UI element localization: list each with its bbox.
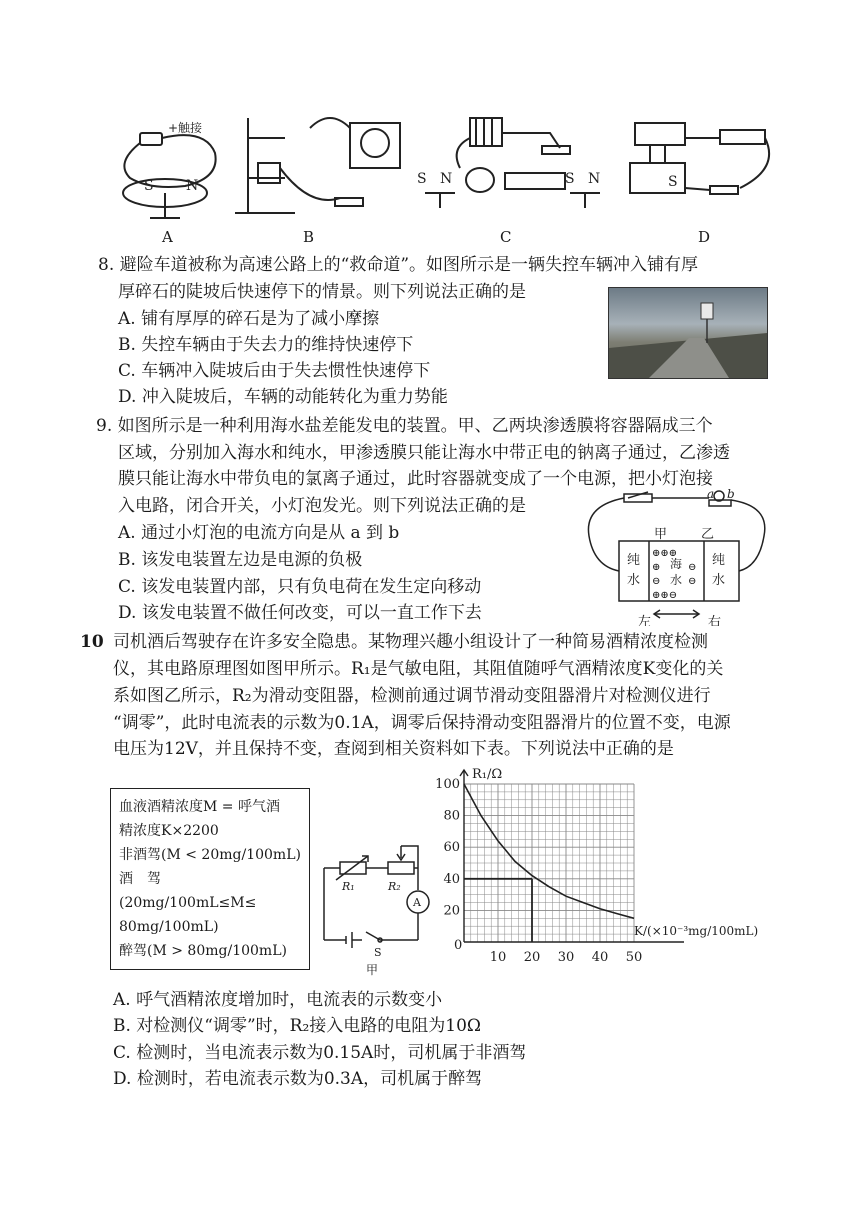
q9-stem-line3: 膜只能让海水中带负电的氯离子通过，此时容器就变成了一个电源，把小灯泡接 — [118, 469, 713, 489]
svg-text:S: S — [668, 174, 678, 190]
q10-option-d: D. 检测时，若电流表示数为0.3A，司机属于醉驾 — [113, 1069, 483, 1089]
svg-text:S: S — [565, 171, 575, 187]
chart-x-tick-label: 40 — [591, 950, 609, 965]
chart-x-tick-label: 30 — [557, 950, 575, 965]
q8-option-c: C. 车辆冲入陡坡后由于失去惯性快速停下 — [118, 361, 431, 381]
q10-reference-table — [110, 788, 310, 970]
svg-text:⊕⊕⊖: ⊕⊕⊖ — [652, 590, 678, 601]
q8-photo-drawing — [609, 288, 767, 378]
q9-yi-label: 乙 — [701, 527, 715, 542]
q9-sea-2: 水 — [670, 573, 683, 587]
q8-option-d: D. 冲入陡坡后，车辆的动能转化为重力势能 — [118, 387, 448, 407]
figure-d-drawing — [630, 123, 769, 194]
chart-y-tick-label: 100 — [435, 777, 460, 792]
q10-graph — [418, 762, 788, 972]
q10-table-line3: 非酒驾(M < 20mg/100mL) — [119, 847, 301, 863]
q10-table-line2: 精浓度K×2200 — [119, 823, 219, 839]
figure-row-top — [110, 108, 790, 248]
q10-table-line6: 醉驾(M > 80mg/100mL) — [119, 943, 287, 959]
q10-option-b: B. 对检测仪“调零”时，R₂接入电路的电阻为10Ω — [113, 1016, 482, 1036]
q9-stem-line1: 9. 如图所示是一种利用海水盐差能发电的装置。甲、乙两块渗透膜将容器隔成三个 — [96, 416, 713, 436]
a-touch-label: +触接 — [168, 121, 203, 135]
chart-grid — [464, 784, 634, 942]
q10-stem-line4: “调零”，此时电流表的示数为0.1A，调零后保持滑动变阻器滑片的位置不变，电源 — [113, 713, 731, 733]
figure-c-label: C — [500, 228, 512, 246]
chart-axes — [460, 770, 684, 942]
svg-text:S: S — [144, 178, 154, 194]
figure-a-drawing — [123, 120, 216, 218]
q9-option-a: A. 通过小灯泡的电流方向是从 a 到 b — [118, 523, 400, 543]
q9-right-water-1: 纯 — [712, 553, 726, 568]
q9-right-water-2: 水 — [712, 573, 726, 588]
q10-number: 10 — [80, 632, 104, 652]
circuit-r2-label: R₂ — [388, 880, 401, 893]
q10-stem-line5: 电压为12V，并且保持不变，查阅到相关资料如下表。下列说法中正确的是 — [113, 739, 674, 759]
q9-b-label: b — [727, 487, 735, 501]
q10-table-line1: 血液酒精浓度M = 呼气酒 — [119, 799, 280, 815]
q9-sea-1: 海 — [670, 557, 683, 571]
svg-text:⊖: ⊖ — [688, 576, 697, 587]
svg-text:⊖: ⊖ — [652, 576, 661, 587]
q9-option-b: B. 该发电装置左边是电源的负极 — [118, 550, 363, 570]
q9-figure-drawing — [584, 486, 770, 626]
q9-stem-line2: 区域，分别加入海水和纯水，甲渗透膜只能让海水中带正电的钠离子通过，乙渗透 — [118, 443, 730, 463]
chart-y-tick-label: 40 — [443, 871, 460, 887]
q10-table-line4: 酒 驾 (20mg/100mL≤M≤ — [119, 871, 257, 911]
figure-b-drawing — [235, 118, 400, 213]
svg-text:⊖: ⊖ — [688, 562, 697, 573]
chart-origin-label: 0 — [454, 938, 463, 953]
q8-option-b: B. 失控车辆由于失去力的维持快速停下 — [118, 335, 414, 355]
q9-a-label: a — [707, 487, 715, 501]
q10-table-line5: 80mg/100mL) — [119, 919, 219, 935]
chart-series-curve — [464, 784, 634, 918]
chart-x-tick-label: 50 — [625, 950, 643, 965]
figure-d-label: D — [698, 228, 711, 246]
chart-x-tick-label: 10 — [489, 950, 507, 965]
chart-x-tick-label: 20 — [523, 950, 541, 965]
svg-text:S: S — [417, 171, 427, 187]
chart-x-axis-label: K/(×10⁻³mg/100mL) — [634, 924, 759, 938]
circuit-ammeter-label: A — [413, 896, 421, 909]
figure-row-drawings — [110, 108, 790, 248]
q10-stem-line2: 仪，其电路原理图如图甲所示。R₁是气敏电阻，其阻值随呼气酒精浓度K变化的关 — [113, 659, 724, 679]
q9-left-label: 左 — [638, 615, 652, 626]
svg-text:N: N — [440, 171, 453, 187]
svg-text:N: N — [186, 178, 199, 194]
chart-y-axis-label: R₁/Ω — [472, 767, 503, 782]
svg-text:⊕: ⊕ — [652, 562, 661, 573]
chart-y-tick-label: 80 — [443, 808, 460, 824]
q9-stem-line4: 入电路，闭合开关，小灯泡发光。则下列说法正确的是 — [118, 496, 526, 516]
q8-option-a: A. 铺有厚厚的碎石是为了减小摩擦 — [118, 309, 380, 329]
q10-option-a: A. 呼气酒精浓度增加时，电流表的示数变小 — [113, 990, 443, 1010]
q8-photo-escape-ramp — [608, 287, 768, 379]
q9-left-water-1: 纯 — [627, 553, 641, 568]
circuit-caption: 甲 — [366, 963, 379, 977]
q9-jia-label: 甲 — [654, 527, 668, 542]
q10-option-c: C. 检测时，当电流表示数为0.15A时，司机属于非酒驾 — [113, 1043, 527, 1063]
q10-graph-svg — [418, 762, 788, 972]
figure-c-drawing — [417, 118, 600, 208]
figure-b-label: B — [303, 228, 315, 246]
svg-text:⊕⊕⊕: ⊕⊕⊕ — [652, 548, 678, 559]
svg-text:N: N — [588, 171, 601, 187]
q9-option-c: C. 该发电装置内部，只有负电荷在发生定向移动 — [118, 577, 482, 597]
q9-right-label: 右 — [708, 615, 722, 626]
q9-option-d: D. 该发电装置不做任何改变，可以一直工作下去 — [118, 603, 482, 623]
q9-figure-salt-generator — [584, 486, 770, 626]
chart-y-tick-label: 60 — [443, 840, 460, 856]
q10-stem-line1: 司机酒后驾驶存在许多安全隐患。某物理兴趣小组设计了一种简易酒精浓度检测 — [113, 632, 708, 652]
circuit-r1-label: R₁ — [342, 880, 355, 893]
q9-left-water-2: 水 — [627, 573, 641, 588]
q8-stem-line1: 8. 避险车道被称为高速公路上的“救命道”。如图所示是一辆失控车辆冲入铺有厚 — [98, 255, 699, 275]
q10-stem-line3: 系如图乙所示，R₂为滑动变阻器，检测前通过调节滑动变阻器滑片对检测仪进行 — [113, 686, 711, 706]
circuit-switch-label: S — [374, 946, 382, 959]
q8-stem-line2: 厚碎石的陡坡后快速停下的情景。则下列说法正确的是 — [118, 282, 526, 302]
chart-y-tick-label: 20 — [443, 903, 460, 919]
figure-a-label: A — [162, 228, 173, 246]
